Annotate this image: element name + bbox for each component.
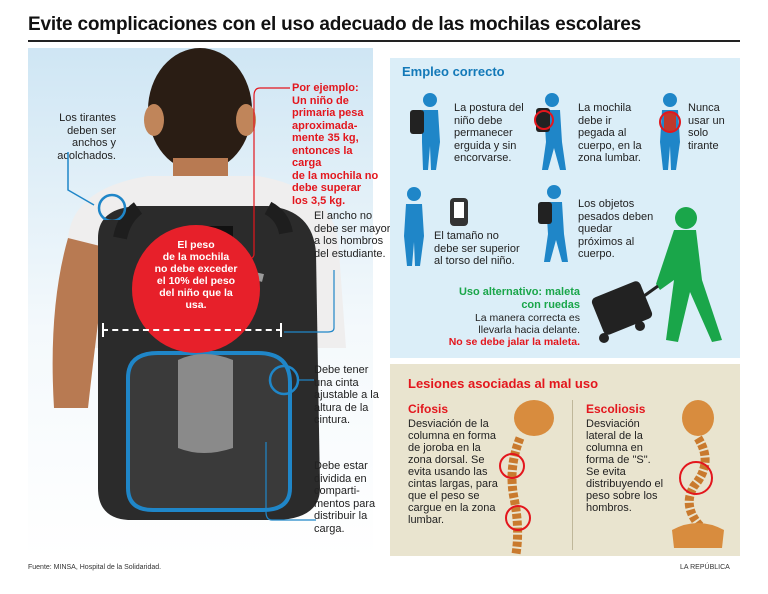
empleo-title: Empleo correcto xyxy=(402,64,505,79)
title-rule xyxy=(28,40,740,42)
weight-limit-badge: El peso de la mochila no debe exceder el 10% del peso del niño que la usa. xyxy=(132,225,260,353)
lesiones-title: Lesiones asociadas al mal uso xyxy=(408,376,599,391)
tirantes-callout xyxy=(60,150,140,220)
suitcase-figure-icon xyxy=(582,200,738,350)
empleo-item-1: La postura del niño debe permanecer erguida y sin encorvarse. xyxy=(454,102,524,164)
empleo-item-2: La mochila debe ir pegada al cuerpo, en la zona lumbar. xyxy=(578,102,642,164)
escoliosis-text: Desviación lateral de la columna en forma de "S". Se evita distribuyendo el peso sobre los hombros. xyxy=(586,418,664,514)
cifosis-text: Desviación de la columna en forma de joroba en la zona dorsal. Se evita usando las cintas largas, para que el peso se cargue en la zona lumbar. xyxy=(408,418,498,526)
dividida-callout-line xyxy=(262,440,318,530)
backpack-lumbar-figure-icon xyxy=(526,92,576,172)
note-ancho: El ancho no debe ser mayor a los hombros del estudiante. xyxy=(314,210,391,260)
alt-warning: No se debe jalar la maleta. xyxy=(448,336,580,348)
ejemplo-callout-line xyxy=(238,84,294,264)
alt-title: Uso alternativo: maleta con ruedas xyxy=(458,286,580,311)
single-strap-figure-icon xyxy=(650,92,690,172)
page-title: Evite complicaciones con el uso adecuado de las mochilas escolares xyxy=(28,14,642,35)
escoliosis-title: Escoliosis xyxy=(586,402,646,416)
lesiones-divider xyxy=(572,400,573,550)
note-cinta: Debe tener una cinta ajustable a la altura de la cintura. xyxy=(314,364,379,426)
brand-label: LA REPÚBLICA xyxy=(680,564,730,571)
empleo-item-4: El tamaño no debe ser superior al torso del niño. xyxy=(434,230,520,267)
cifosis-title: Cifosis xyxy=(408,402,449,416)
alt-text: La manera correcta es llevarla hacia delante. xyxy=(474,312,580,336)
note-dividida: Debe estar dividida en comparti- mentos para distribuir la carga. xyxy=(314,460,376,535)
kyphosis-spine-icon xyxy=(494,398,566,556)
empleo-item-5: Los objetos pesados deben quedar próximos al cuerpo. xyxy=(578,198,654,260)
source-note: Fuente: MINSA, Hospital de la Solidaridad. xyxy=(28,564,162,571)
width-measure-line xyxy=(102,329,282,331)
note-ejemplo: Por ejemplo: Un niño de primaria pesa aproximada- mente 35 kg, entonces la carga de la mochila no debe superar los 3,5 kg. xyxy=(292,82,379,207)
empleo-item-3: Nunca usar un solo tirante xyxy=(688,102,725,152)
cinta-callout xyxy=(266,362,316,402)
posture-figure-icon xyxy=(400,92,450,172)
heavy-objects-figure-icon xyxy=(526,184,576,264)
note-tirantes: Los tirantes deben ser anchos y acolchados. xyxy=(57,112,116,162)
scoliosis-spine-icon xyxy=(664,398,734,556)
width-measure-tick-left xyxy=(102,323,104,337)
ancho-callout-line xyxy=(282,268,342,338)
